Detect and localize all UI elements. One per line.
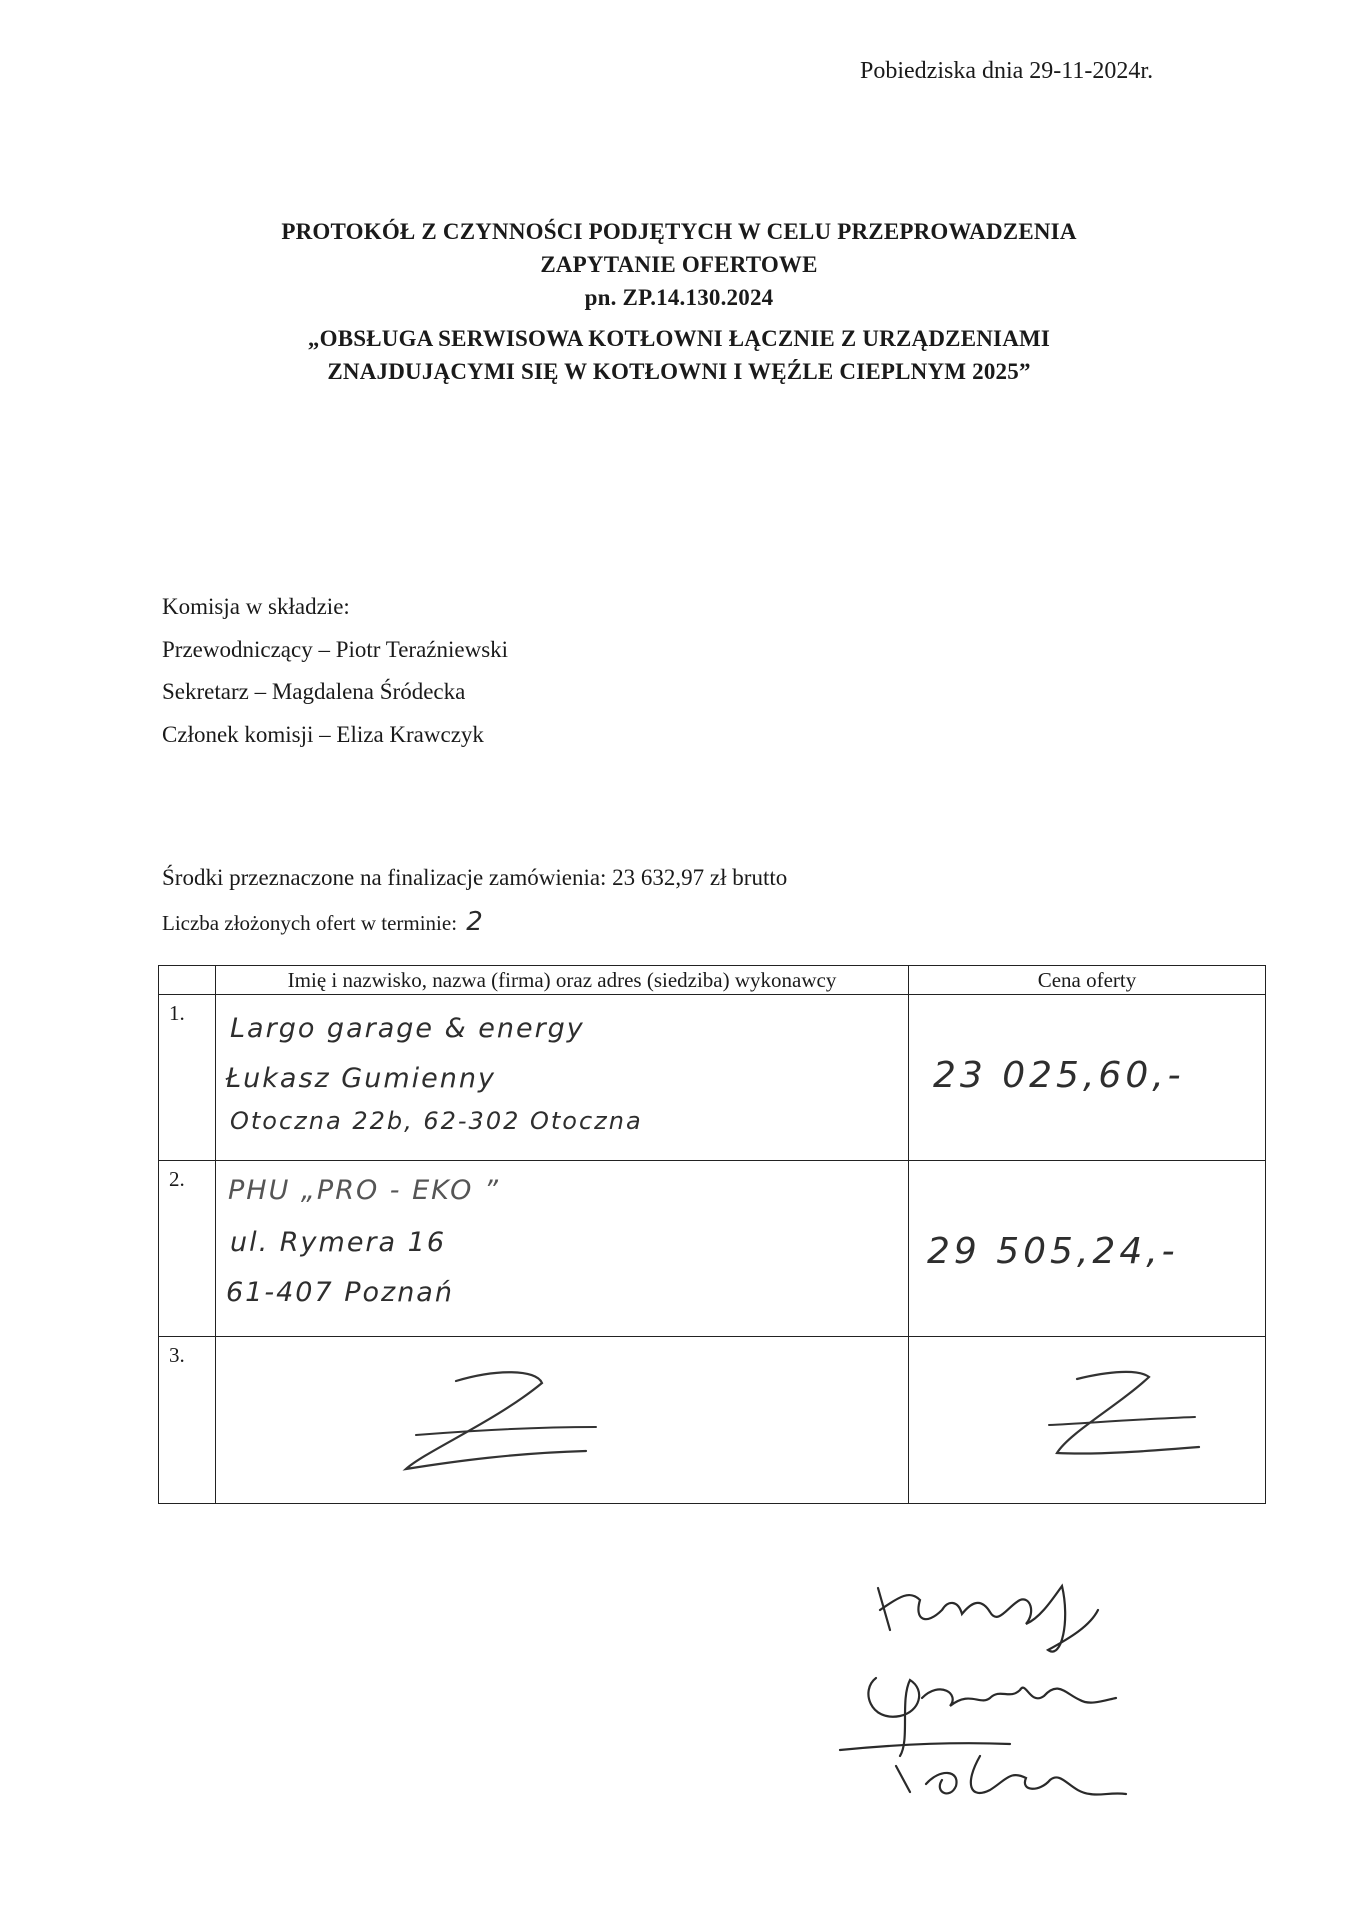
subject-title-line-1: „OBSŁUGA SERWISOWA KOTŁOWNI ŁĄCZNIE Z URZĄDZENIAMI [307,326,1051,351]
offers-table [158,965,1266,1504]
z-strike-mark [989,1361,1209,1481]
z-strike-mark [346,1361,606,1481]
offers-count-line [162,907,483,937]
contractor-city-line: 61-407 Poznań [226,1277,454,1308]
header-price: Cena oferty [909,966,1266,995]
contractor-street-line: ul. Rymera 16 [230,1227,447,1258]
subject-title-line-2: ZNAJDUJĄCYMI SIĘ W KOTŁOWNI I WĘŹLE CIEPLNYM 2025” [327,359,1031,384]
price-cell-crossed-out [909,1337,1266,1504]
row-number: 3. [159,1337,216,1504]
committee-signatures [830,1530,1150,1830]
contractor-cell [216,995,909,1161]
price-cell [909,1161,1266,1337]
header-number [159,966,216,995]
table-row [159,1337,1266,1504]
place-date: Pobiedziska dnia 29-11-2024r. [860,58,1154,84]
contractor-address-line: Otoczna 22b, 62-302 Otoczna [230,1107,643,1135]
contractor-name-line: Largo garage & energy [230,1013,585,1044]
document-title-line-1: PROTOKÓŁ Z CZYNNOŚCI PODJĘTYCH W CELU PRZEPROWADZENIA [281,219,1077,244]
committee-secretary: Sekretarz – Magdalena Śródecka [162,679,466,704]
contractor-owner-line: Łukasz Gumienny [226,1063,496,1094]
offers-count-label: Liczba złożonych ofert w terminie: [162,911,458,935]
procedure-number: pn. ZP.14.130.2024 [584,285,774,310]
table-header-row [159,966,1266,995]
committee-member: Członek komisji – Eliza Krawczyk [162,722,484,747]
funds-statement: Środki przeznaczone na finalizacje zamówienia: 23 632,97 zł brutto [162,865,788,890]
offer-price: 23 025,60,- [933,1055,1185,1096]
table-row [159,995,1266,1161]
committee-chair: Przewodniczący – Piotr Teraźniewski [162,637,509,662]
contractor-cell-crossed-out [216,1337,909,1504]
committee-heading: Komisja w składzie: [162,594,350,619]
offer-price: 29 505,24,- [927,1231,1179,1272]
price-cell [909,995,1266,1161]
header-contractor: Imię i nazwisko, nazwa (firma) oraz adres (siedziba) wykonawcy [216,966,909,995]
document-title-line-2: ZAPYTANIE OFERTOWE [540,252,818,277]
offers-count-value: 2 [466,907,483,937]
contractor-name-line: PHU „PRO - EKO ” [228,1175,500,1206]
contractor-cell [216,1161,909,1337]
row-number: 1. [159,995,216,1161]
row-number: 2. [159,1161,216,1337]
table-row [159,1161,1266,1337]
